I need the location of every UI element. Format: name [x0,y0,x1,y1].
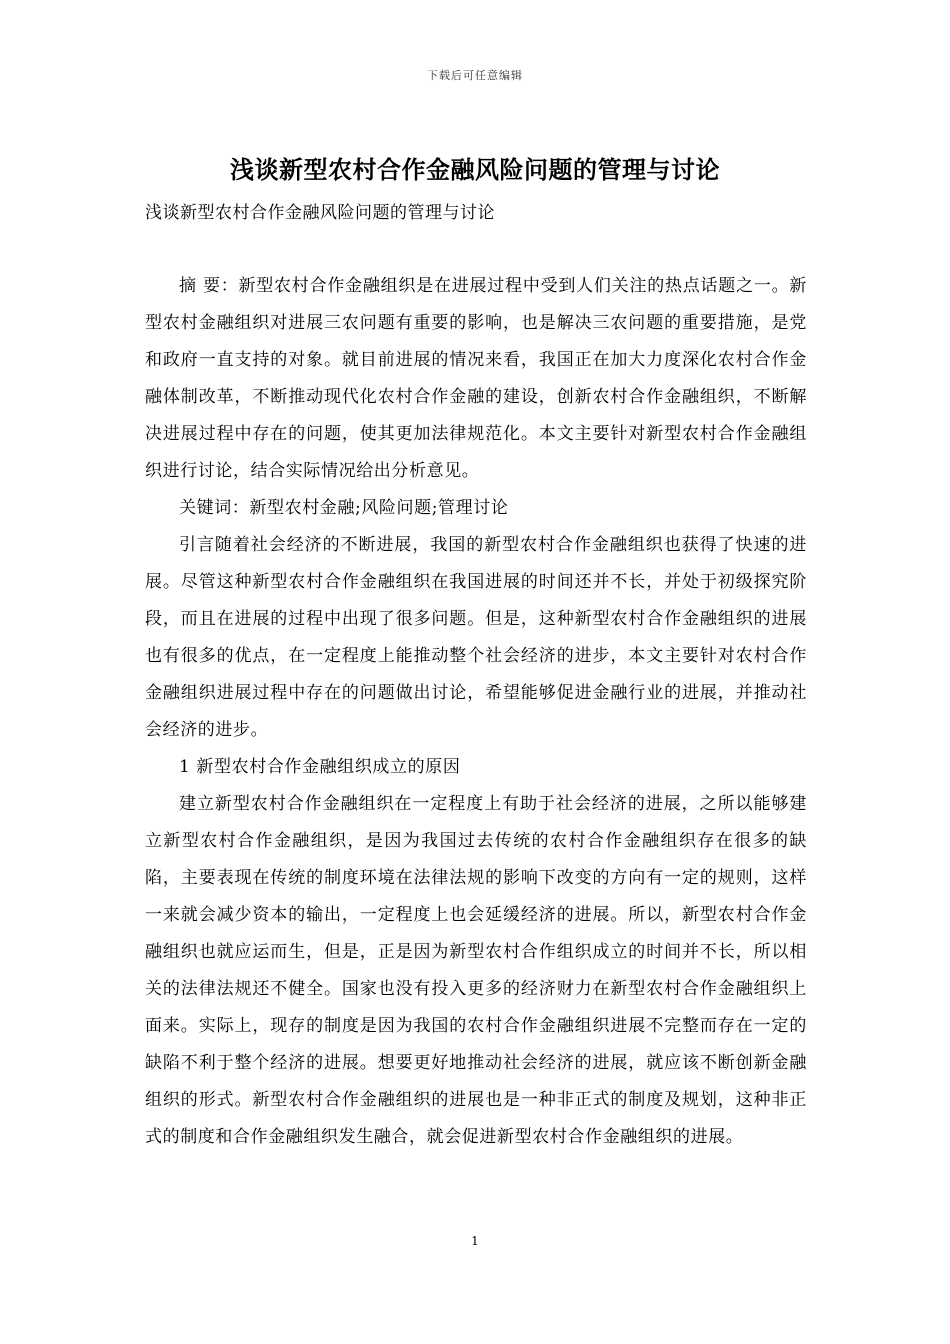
document-subtitle: 浅谈新型农村合作金融风险问题的管理与讨论 [145,203,495,223]
intro-paragraph: 引言随着社会经济的不断进展，我国的新型农村合作金融组织也获得了快速的进展。尽管这种新型农村合作金融组织在我国进展的时间还并不长，并处于初级探究阶段，而且在进展的过程中出现了很多问题。但是，这种新型农村合作金融组织的进展也有很多的优点，在一定程度上能推动整个社会经济的进步，本文主要针对农村合作金融组织进展过程中存在的问题做出讨论，希望能够促进金融行业的进展，并推动社会经济的进步。 [145,535,807,740]
abstract-paragraph: 摘 要：新型农村合作金融组织是在进展过程中受到人们关注的热点话题之一。新型农村金融组织对进展三农问题有重要的影响，也是解决三农问题的重要措施，是党和政府一直支持的对象。就目前进展的情况来看，我国正在加大力度深化农村合作金融体制改革，不断推动现代化农村合作金融的建设，创新农村合作金融组织，不断解决进展过程中存在的问题，使其更加法律规范化。本文主要针对新型农村合作金融组织进行讨论，结合实际情况给出分析意见。 [145,276,807,481]
section-heading: 1 新型农村合作金融组织成立的原因 [179,757,461,777]
document-body [145,268,807,1156]
page-number: 1 [471,1234,479,1248]
keywords-paragraph: 关键词：新型农村金融;风险问题;管理讨论 [179,498,509,518]
header-note: 下载后可任意编辑 [427,69,523,82]
section-body-paragraph: 建立新型农村合作金融组织在一定程度上有助于社会经济的进展，之所以能够建立新型农村合作金融组织，是因为我国过去传统的农村合作金融组织存在很多的缺陷，主要表现在传统的制度环境在法律法规的影响下改变的方向有一定的规则，这样一来就会减少资本的输出，一定程度上也会延缓经济的进展。所以，新型农村合作金融组织也就应运而生，但是，正是因为新型农村合作组织成立的时间并不长，所以相关的法律法规还不健全。国家也没有投入更多的经济财力在新型农村合作金融组织上面来。实际上，现存的制度是因为我国的农村合作金融组织进展不完整而存在一定的缺陷不利于整个经济的进展。想要更好地推动社会经济的进展，就应该不断创新金融组织的形式。新型农村合作金融组织的进展也是一种非正式的制度及规划，这种非正式的制度和合作金融组织发生融合，就会促进新型农村合作金融组织的进展。 [145,794,807,1147]
document-title: 浅谈新型农村合作金融风险问题的管理与讨论 [230,155,720,184]
